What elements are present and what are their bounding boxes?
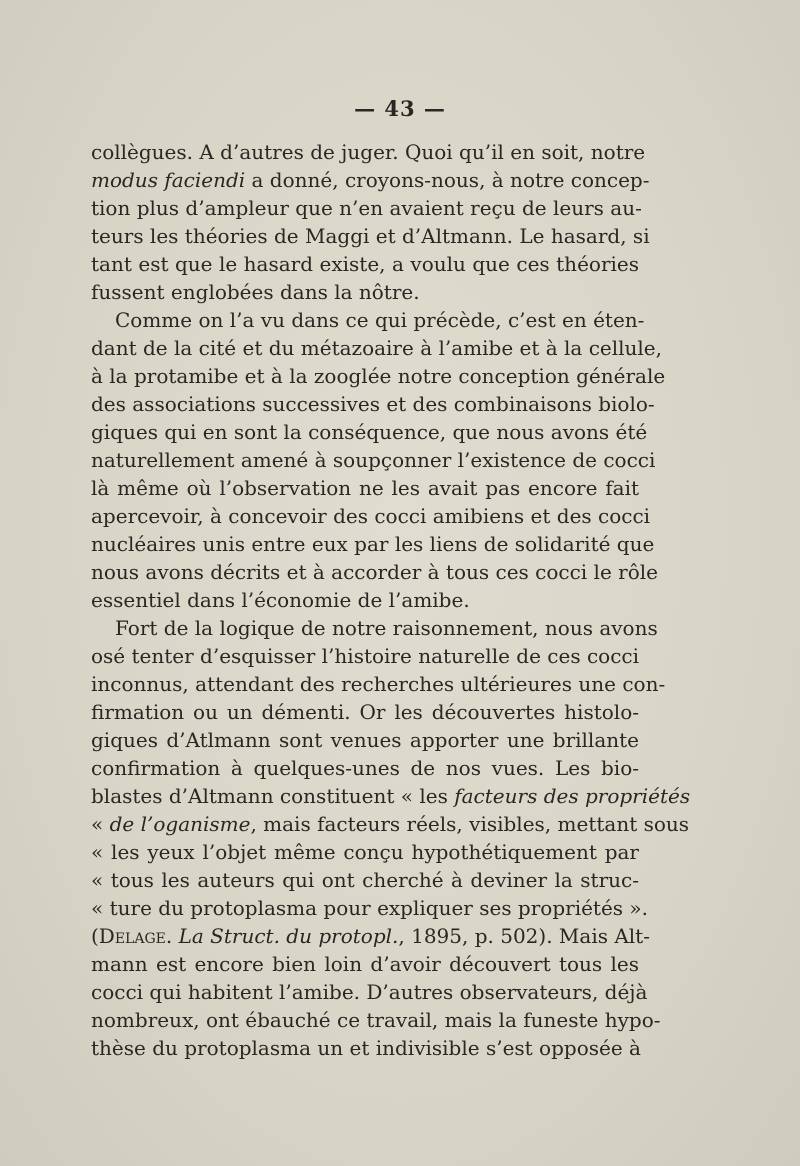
text-span: mann est encore bien loin d’avoir découvert tous les	[91, 952, 639, 976]
text-span: tant est que le hasard existe, a voulu que ces théories	[91, 252, 639, 276]
text-span: .	[165, 924, 179, 948]
text-span: a donné, croyons-nous, à notre concep-	[245, 168, 650, 192]
text-span: à la protamibe et à la zooglée notre conception générale	[91, 364, 666, 388]
text-line	[91, 754, 639, 782]
text-span: firmation ou un démenti. Or les découvertes histolo-	[91, 700, 639, 724]
text-span: naturellement amené à soupçonner l’existence de cocci	[91, 448, 656, 472]
body-text	[91, 138, 691, 1062]
text-span: « les yeux l’objet même conçu hypothétiquement par	[91, 840, 639, 864]
text-line	[91, 194, 642, 222]
italic-text: de l’oganisme	[109, 812, 251, 836]
text-span: blastes d’Altmann constituent « les	[91, 784, 455, 808]
text-span: essentiel dans l’économie de l’amibe.	[91, 588, 470, 612]
italic-text: modus faciendi	[91, 168, 246, 192]
text-span: , 1895, p. 502). Mais Alt-	[398, 924, 650, 948]
text-line	[91, 894, 649, 922]
text-span: Fort de la logique de notre raisonnement, nous avons	[115, 616, 658, 640]
text-line	[91, 670, 666, 698]
text-span: giques qui en sont la conséquence, que nous avons été	[91, 420, 648, 444]
text-line	[91, 950, 639, 978]
text-line	[91, 278, 639, 306]
text-span: «	[91, 812, 110, 836]
text-span: thèse du protoplasma un et indivisible s’est opposée à	[91, 1036, 641, 1060]
text-span: fussent englobées dans la nôtre.	[91, 280, 420, 304]
text-line	[91, 502, 651, 530]
text-line	[91, 586, 639, 614]
text-line	[91, 922, 650, 950]
text-span: , mais facteurs réels, visibles, mettant sous	[250, 812, 690, 836]
text-line	[91, 418, 648, 446]
text-span: giques d’Atlmann sont venues apporter une brillante	[91, 728, 639, 752]
text-line	[91, 222, 650, 250]
text-span: dant de la cité et du métazoaire à l’amibe et à la cellule,	[91, 336, 662, 360]
text-line	[91, 726, 639, 754]
text-span: nucléaires unis entre eux par les liens de solidarité que	[91, 532, 655, 556]
text-line	[91, 166, 650, 194]
text-span: Comme on l’a vu dans ce qui précède, c’est en éten-	[115, 308, 645, 332]
text-line	[91, 362, 666, 390]
text-span: inconnus, attendant des recherches ultérieures une con-	[91, 672, 666, 696]
text-span: osé tenter d’esquisser l’histoire naturelle de ces cocci	[91, 644, 639, 668]
text-line	[91, 558, 658, 586]
text-span: cocci qui habitent l’amibe. D’autres observateurs, déjà	[91, 980, 648, 1004]
text-span: nous avons décrits et à accorder à tous ces cocci le rôle	[91, 560, 658, 584]
text-line	[91, 530, 655, 558]
text-line	[91, 642, 639, 670]
text-line	[91, 474, 639, 502]
text-line	[91, 698, 639, 726]
text-span: là même où l’observation ne les avait pas encore fait	[91, 476, 639, 500]
text-line	[91, 1034, 639, 1062]
text-span: tion plus d’ampleur que n’en avaient reçu de leurs au-	[91, 196, 642, 220]
text-span: « tous les auteurs qui ont cherché à deviner la struc-	[91, 868, 639, 892]
text-line	[91, 614, 658, 642]
text-line	[91, 446, 656, 474]
text-line	[91, 838, 639, 866]
text-span: des associations successives et des combinaisons biolo-	[91, 392, 655, 416]
text-span: teurs les théories de Maggi et d’Altmann. Le hasard, si	[91, 224, 650, 248]
text-line	[91, 390, 655, 418]
italic-text: facteurs des propriétés	[454, 784, 691, 808]
text-line	[91, 810, 690, 838]
text-line	[91, 978, 648, 1006]
italic-text: La Struct. du protopl.	[178, 924, 399, 948]
text-line	[91, 306, 645, 334]
text-line	[91, 250, 639, 278]
text-span: « ture du protoplasma pour expliquer ses propriétés ».	[91, 896, 649, 920]
text-line	[91, 866, 639, 894]
text-span: nombreux, ont ébauché ce travail, mais la funeste hypo-	[91, 1008, 661, 1032]
small-caps-text: (Delage	[91, 924, 166, 948]
text-line	[91, 782, 691, 810]
text-line	[91, 138, 646, 166]
text-line	[91, 334, 662, 362]
text-line	[91, 1006, 661, 1034]
text-span: collègues. A d’autres de juger. Quoi qu’il en soit, notre	[91, 140, 646, 164]
text-span: apercevoir, à concevoir des cocci amibiens et des cocci	[91, 504, 651, 528]
page-number-header: — 43 —	[354, 96, 446, 121]
text-span: confirmation à quelques-unes de nos vues. Les bio-	[91, 756, 639, 780]
